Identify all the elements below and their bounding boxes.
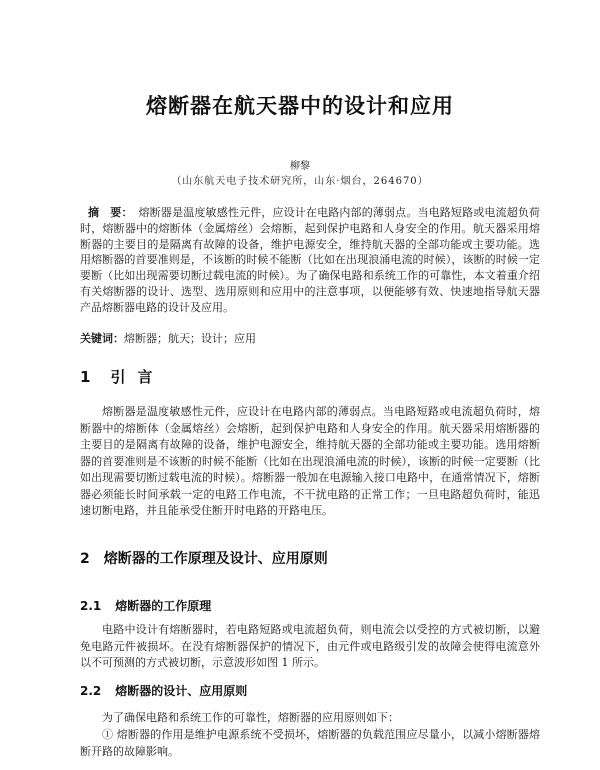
abstract (80, 205, 540, 316)
section-2-number: 2 (80, 551, 90, 567)
abstract-text: 熔断器是温度敏感性元件，应设计在电路内部的薄弱点。当电路短路或电流超负荷时，熔断器中的熔断体（金属熔丝）会熔断，起到保护电路和人身安全的作用。航天器采用熔断器的主要目的是隔离有故障的设备，维护电源安全，维持航天器的全部功能或主要功能。选用熔断器的首要准则是，不该断的时候不能断（比如在出现浪涌电流的时候），该断的时候一定要断（比如出现需要切断过载电流的时候）。为了确保电路和系统工作的可靠性，本文着重介绍有关熔断器的设计、选型、选用原则和应用中的注意事项，以便能够有效、快速地指导航天器产品熔断器电路的设计及应用。 (80, 206, 541, 314)
section-1-heading (80, 366, 164, 387)
abstract-label: 摘 要： (88, 206, 133, 219)
subsection-2-1-heading (80, 597, 211, 614)
section-2-title: 熔断器的工作原理及设计、应用原则 (103, 551, 328, 567)
subsection-2-2-title: 熔断器的设计、应用原则 (115, 684, 248, 698)
subsection-2-2-heading (80, 682, 247, 699)
keywords (80, 331, 540, 346)
author-name: 柳黎 (290, 161, 310, 172)
section-1-title: 引言 (110, 368, 165, 386)
paper-title: 熔断器在航天器中的设计和应用 (146, 94, 454, 118)
subsection-2-1-title: 熔断器的工作原理 (115, 599, 212, 613)
subsection-2-2-number: 2.2 (80, 684, 102, 698)
keywords-text: 熔断器；航天；设计；应用 (124, 332, 256, 345)
subsection-2-1-paragraph: 电路中设计有熔断器时，若电路短路或电流超负荷，则电流会以受控的方式被切断，以避免电路元件被损坏。在没有熔断器保护的情况下，由元件或电路级引发的故障会使得电流意外以不可预测的方式被切断，示意波形如图 1 所示。 (80, 623, 540, 669)
section-2-heading (80, 548, 328, 568)
author-affiliation: （山东航天电子技术研究所，山东·烟台，264670） (171, 176, 429, 187)
section-1-paragraph: 熔断器是温度敏感性元件，应设计在电路内部的薄弱点。当电路短路或电流超负荷时，熔断器中的熔断体（金属熔丝）会熔断，起到保护电路和人身安全的作用。航天器采用熔断器的主要目的是隔离有故障的设备，维护电源安全，维持航天器的全部功能或主要功能。选用熔断器的首要准则是不该断的时候不能断（比如在出现浪涌电流的时候），该断的时候一定要断（比如出现需要切断过载电流的时候）。熔断器一般加在电源输入接口电路中，在通常情况下，熔断器必须能长时间承载一定的电路工作电流，不干扰电路的正常工作；一旦电路超负荷时，能迅速切断电路，并且能承受住断开时电路的开路电压。 (80, 405, 540, 517)
subsection-2-1-number: 2.1 (80, 599, 102, 613)
subsection-2-2-item-1: ① 熔断器的作用是维护电源系统不受损坏，熔断器的负载范围应尽量小，以减小熔断器熔断开路的故障影响。 (80, 728, 540, 758)
keywords-label: 关键词： (80, 332, 124, 345)
subsection-2-2-paragraph: 为了确保电路和系统工作的可靠性，熔断器的应用原则如下： (102, 711, 399, 724)
section-1-number: 1 (80, 368, 91, 386)
